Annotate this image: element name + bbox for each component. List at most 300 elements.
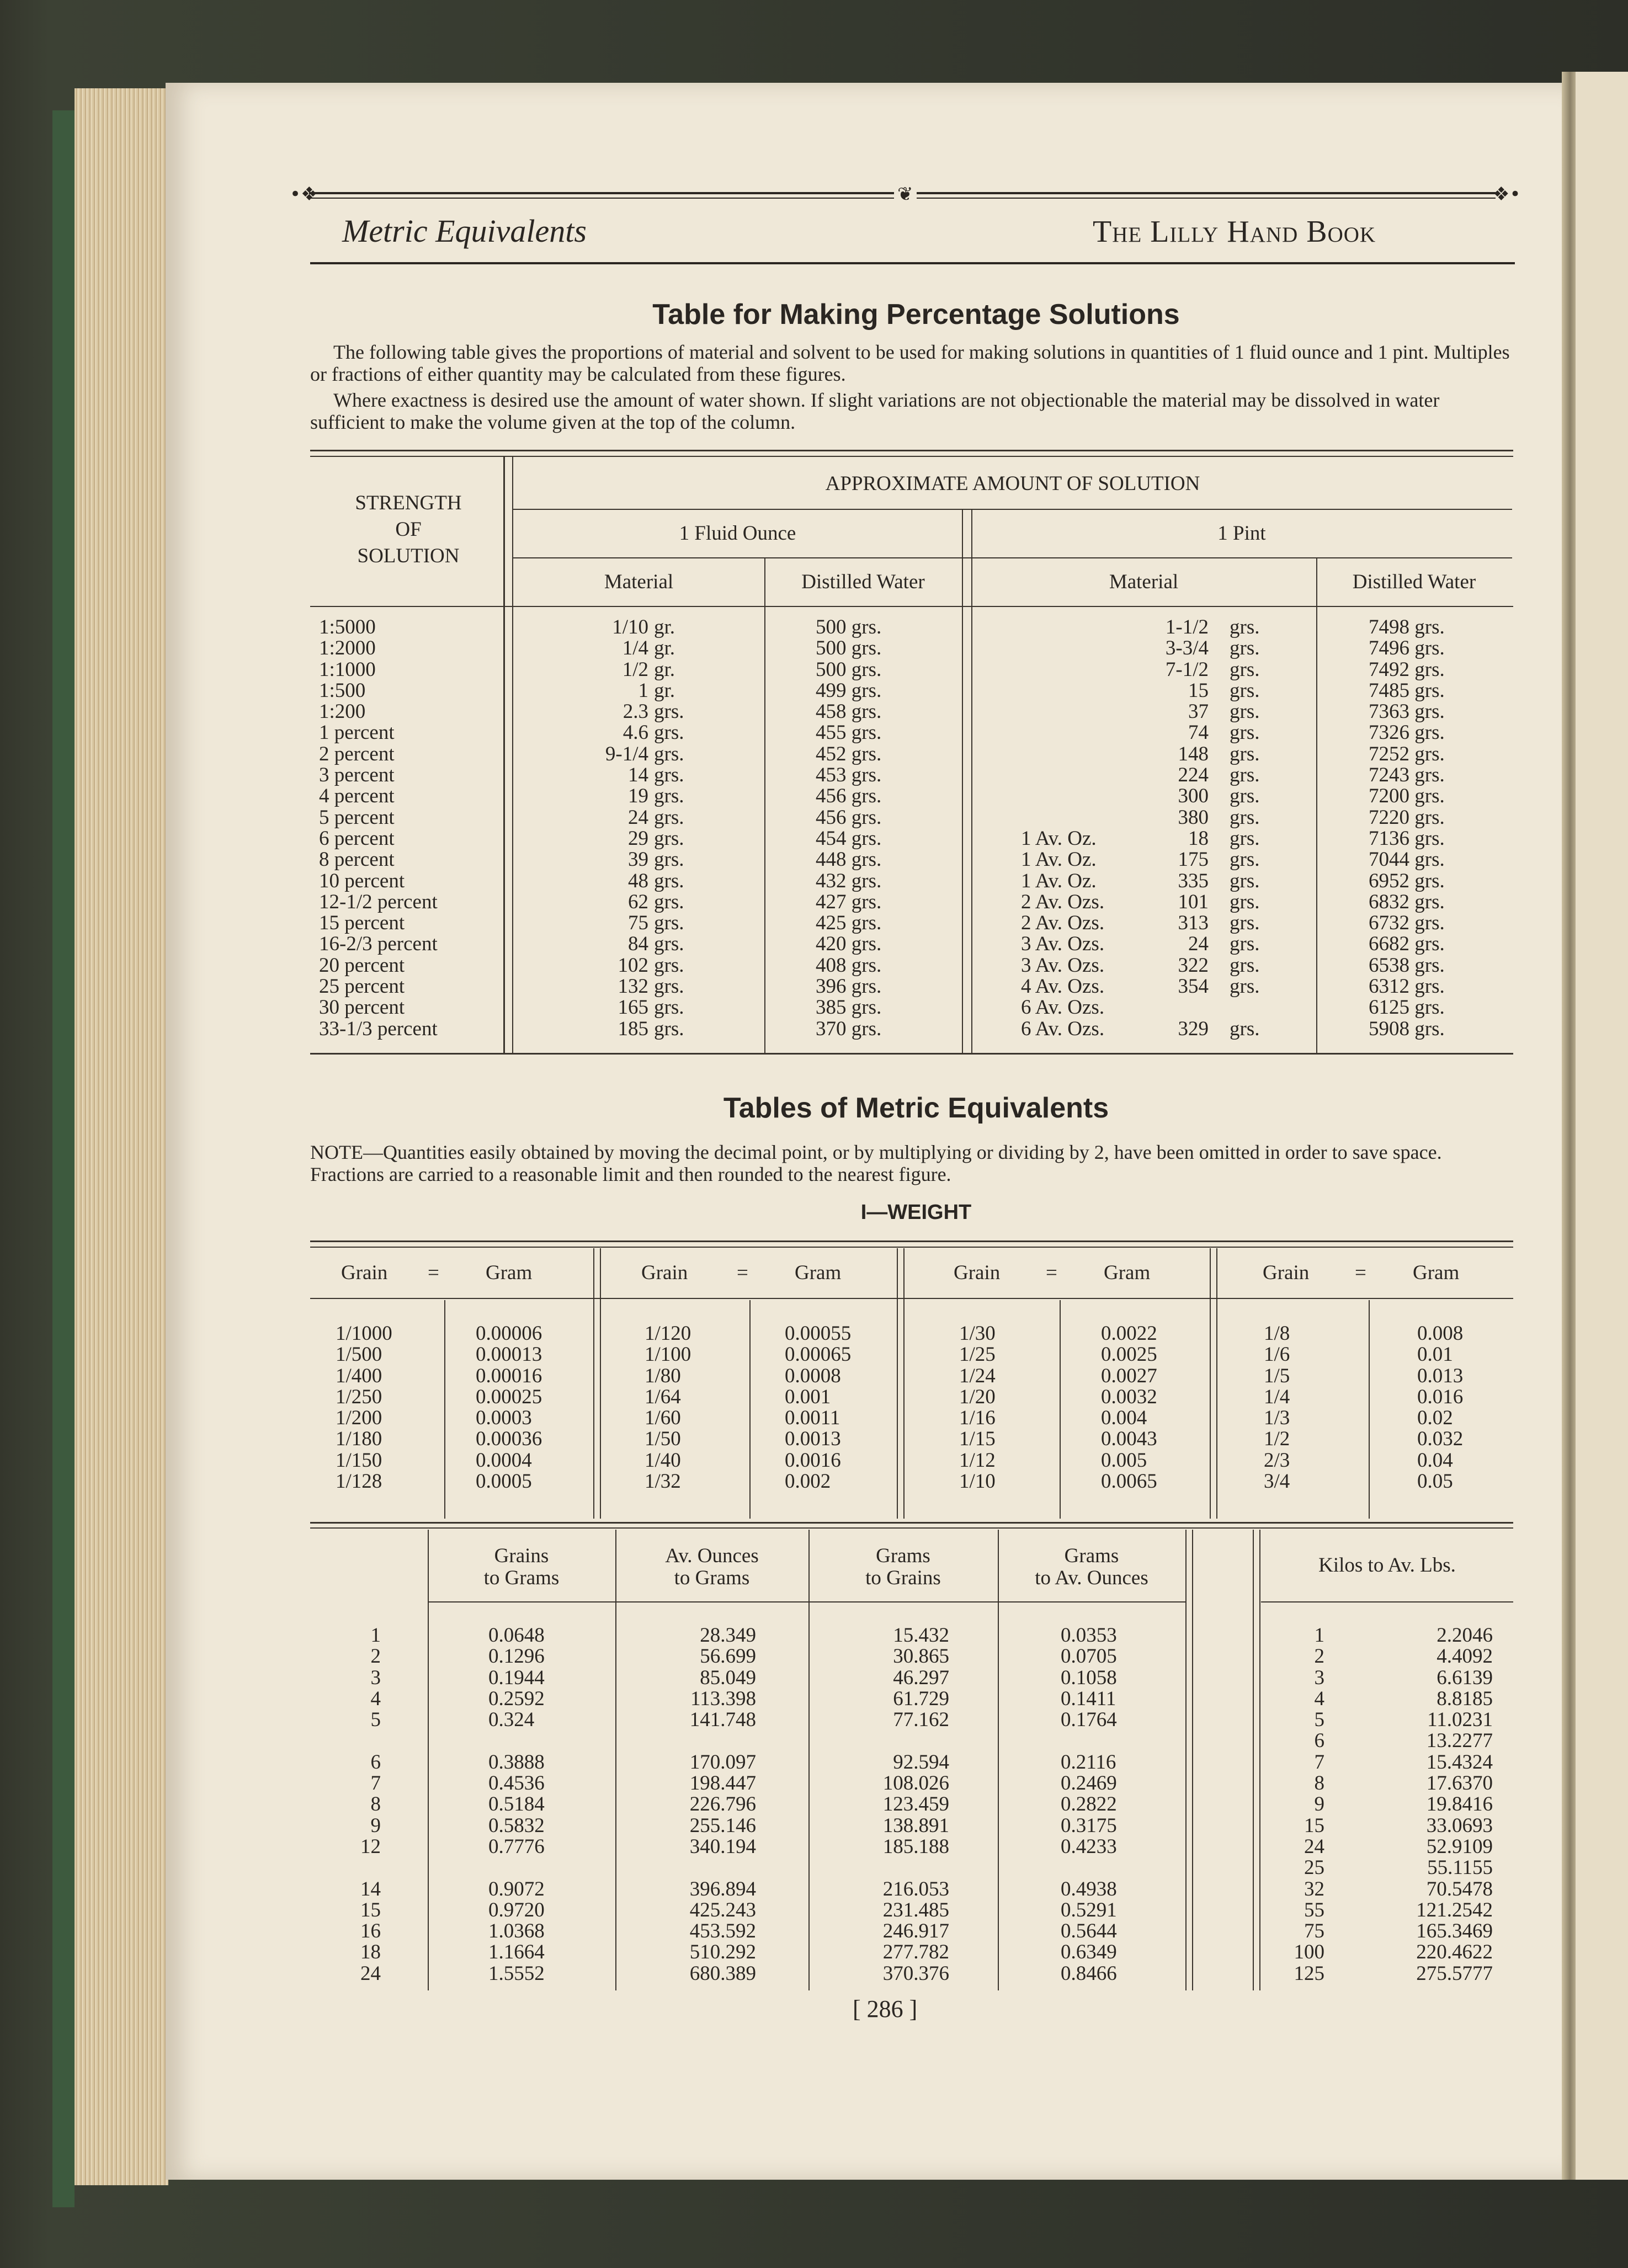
wt-vrule-3a — [1210, 1248, 1211, 1519]
pint-material-unit-cell: grs. — [1230, 679, 1260, 702]
conv-n-cell: 9 — [370, 1814, 381, 1837]
wt-bottom-rule-2 — [310, 1527, 1513, 1529]
pint-material-unit-cell: grs. — [1230, 912, 1260, 935]
cv-header-grams-grains: Grams to Grains — [865, 1545, 941, 1589]
t1-approx-rule — [513, 509, 1512, 510]
strength-cell: 20 percent — [319, 954, 405, 977]
avoz-to-grams-cell: 226.796 — [689, 1793, 756, 1816]
pint-material-unit-cell: grs. — [1230, 616, 1260, 638]
oz-water-cell: 499 grs. — [816, 679, 882, 702]
gram-cell: 0.00065 — [785, 1343, 852, 1366]
gram-cell: 0.0008 — [785, 1364, 841, 1387]
t1-col-strength — [319, 617, 438, 1040]
avoz-to-grams-cell: 113.398 — [690, 1687, 756, 1710]
t1-qty-rule — [513, 557, 1512, 558]
strength-cell: 1:1000 — [319, 658, 376, 681]
avoz-to-grams-cell: 56.699 — [700, 1645, 756, 1668]
oz-material-qty-cell: 29 — [628, 827, 648, 850]
grams-to-avoz-cell: 0.3175 — [1061, 1814, 1117, 1837]
wt-vrule-g4 — [1369, 1300, 1370, 1519]
oz-material-unit-cell: grs. — [654, 827, 684, 850]
pint-material-unit-cell: grs. — [1230, 785, 1260, 808]
ornament-center-icon: ❦ — [894, 183, 917, 205]
kilos-cell: 24 — [1304, 1835, 1324, 1858]
wt-vrule-1a — [593, 1248, 594, 1519]
wt-h1-grain: Grain — [341, 1261, 388, 1284]
wt-bottom-rule — [310, 1522, 1513, 1524]
pint-material-unit-cell: grs. — [1230, 954, 1260, 977]
grams-to-avoz-cell: 0.2822 — [1061, 1793, 1117, 1816]
grams-to-grains-cell: 61.729 — [893, 1687, 949, 1710]
kilos-cell: 1 — [1314, 1624, 1324, 1647]
gram-cell: 0.004 — [1101, 1407, 1147, 1430]
gram-cell: 0.00006 — [476, 1322, 542, 1345]
wt-vrule-3b — [1216, 1248, 1217, 1519]
oz-material-unit-cell: grs. — [654, 933, 684, 956]
pint-material-oz-cell — [1021, 638, 1104, 659]
oz-material-unit-cell: grs. — [654, 996, 684, 1019]
grain-cell: 1/1000 — [336, 1322, 392, 1345]
strength-cell: 1:5000 — [319, 616, 376, 638]
lbs-cell: 121.2542 — [1416, 1898, 1493, 1921]
t1-header-pint-water: Distilled Water — [1352, 571, 1476, 593]
t1-vrule-1 — [503, 457, 505, 1055]
grain-cell: 1/400 — [336, 1364, 382, 1387]
weight-subtitle: I—WEIGHT — [860, 1201, 972, 1224]
kilos-cell: 125 — [1294, 1962, 1324, 1985]
strength-cell: 4 percent — [319, 785, 395, 808]
grain-cell: 1/100 — [645, 1343, 691, 1366]
pint-material-oz-cell: 3 Av. Ozs. — [1021, 954, 1105, 977]
kilos-cell: 100 — [1294, 1941, 1324, 1964]
strength-cell: 25 percent — [319, 975, 405, 998]
oz-water-cell: 455 grs. — [816, 721, 882, 744]
grain-cell: 1/16 — [959, 1407, 996, 1430]
grams-to-grains-cell — [839, 1731, 949, 1751]
t1-col-pint-material-unit — [1230, 617, 1259, 1040]
next-page-edge — [1576, 72, 1628, 2180]
header-rule — [310, 262, 1515, 264]
t1-bottom-rule — [310, 1053, 1513, 1055]
cv-vrule-6a — [1253, 1530, 1254, 1990]
oz-water-cell: 396 grs. — [816, 975, 882, 998]
gram-cell: 0.0043 — [1101, 1428, 1157, 1451]
grain-cell: 1/32 — [645, 1470, 681, 1493]
grain-cell: 1/50 — [645, 1428, 681, 1451]
gram-cell: 0.0065 — [1101, 1470, 1157, 1493]
conv-n-cell: 5 — [370, 1708, 381, 1732]
gram-cell: 0.0005 — [476, 1470, 532, 1493]
pint-water-cell: 7485 grs. — [1369, 679, 1445, 702]
strength-cell: 2 percent — [319, 742, 395, 765]
grams-to-avoz-cell: 0.0705 — [1061, 1645, 1117, 1668]
t1-header-strength: STRENGTH OF SOLUTION — [355, 492, 462, 567]
wt-h2-gram: Gram — [795, 1261, 842, 1284]
section1-para1: The following table gives the proportions of material and solvent to be used for making solutions in quantities of 1 fluid ounce and 1 pint. Multiples or fractions of either quantity may be calculated from these figures. — [310, 341, 1510, 385]
grains-to-grams-cell — [488, 1731, 545, 1751]
grain-cell: 1/4 — [1264, 1385, 1290, 1408]
oz-material-qty-cell: 48 — [628, 869, 648, 892]
pint-water-cell: 6682 grs. — [1369, 933, 1445, 956]
lbs-cell: 11.0231 — [1427, 1708, 1493, 1732]
cv-header-avoz-grams: Av. Ounces to Grams — [665, 1545, 759, 1589]
oz-material-qty-cell: 9-1/4 — [605, 742, 648, 765]
grain-cell: 1/10 — [959, 1470, 996, 1493]
conv-n-cell: 7 — [370, 1772, 381, 1795]
ornament-right-icon: ❖• — [1493, 183, 1521, 205]
wt-h4-eq: = — [1355, 1261, 1366, 1284]
oz-water-cell: 500 grs. — [816, 616, 882, 638]
grams-to-avoz-cell — [1061, 1857, 1117, 1878]
conv-n-cell: 4 — [370, 1687, 381, 1710]
gram-cell: 0.0022 — [1101, 1322, 1157, 1345]
gram-cell: 0.0027 — [1101, 1364, 1157, 1387]
pint-water-cell: 7326 grs. — [1369, 721, 1445, 744]
pint-material-qty-cell: 354 — [1178, 975, 1209, 998]
oz-material-qty-cell: 2.3 — [623, 700, 648, 723]
gram-cell: 0.01 — [1417, 1343, 1453, 1366]
wt-h3-gram: Gram — [1104, 1261, 1151, 1284]
grains-to-grams-cell: 0.9720 — [488, 1898, 545, 1921]
kilos-cell: 32 — [1304, 1877, 1324, 1900]
strength-cell: 1 percent — [319, 721, 395, 744]
grams-to-grains-cell: 246.917 — [882, 1920, 949, 1943]
cv-vrule-3 — [808, 1530, 810, 1990]
grams-to-grains-cell: 231.485 — [882, 1898, 949, 1921]
wt-vrule-2b — [903, 1248, 905, 1519]
oz-material-unit-cell: grs. — [654, 848, 684, 871]
gram-cell: 0.00025 — [476, 1385, 542, 1408]
grams-to-grains-cell — [839, 1857, 949, 1878]
grams-to-grains-cell: 46.297 — [893, 1666, 949, 1689]
gram-cell: 0.02 — [1417, 1407, 1453, 1430]
pint-water-cell: 6952 grs. — [1369, 869, 1445, 892]
lbs-cell: 4.4092 — [1437, 1645, 1493, 1668]
grain-cell: 1/500 — [336, 1343, 382, 1366]
strength-cell: 33-1/3 percent — [319, 1017, 438, 1040]
oz-water-cell: 448 grs. — [816, 848, 882, 871]
t1-header-approx: APPROXIMATE AMOUNT OF SOLUTION — [825, 472, 1200, 495]
oz-material-qty-cell: 1 — [638, 679, 648, 702]
t1-top-rule — [310, 450, 1513, 451]
pint-material-oz-cell: 1 Av. Oz. — [1021, 827, 1097, 850]
pint-material-oz-cell — [1021, 786, 1104, 807]
oz-material-unit-cell: grs. — [654, 785, 684, 808]
oz-material-qty-cell: 1/2 — [622, 658, 648, 681]
gram-cell: 0.0003 — [476, 1407, 532, 1430]
section2-title: Tables of Metric Equivalents — [723, 1092, 1109, 1124]
pint-material-qty-cell: 313 — [1178, 912, 1209, 935]
t1-col-oz-material-unit — [654, 617, 684, 1040]
strength-cell: 15 percent — [319, 912, 405, 935]
grain-cell: 1/8 — [1264, 1322, 1290, 1345]
grain-cell: 1/80 — [645, 1364, 681, 1387]
pint-material-qty-cell: 7-1/2 — [1165, 658, 1209, 681]
grain-cell: 1/40 — [645, 1449, 681, 1472]
pint-material-oz-cell — [1021, 807, 1104, 828]
cv-header-kilos-lbs: Kilos to Av. Lbs. — [1318, 1554, 1456, 1577]
t1-top-rule-2 — [310, 456, 1513, 457]
pint-water-cell: 7363 grs. — [1369, 700, 1445, 723]
cv-header-grains-grams: Grains to Grams — [483, 1545, 560, 1589]
oz-material-unit-cell: grs. — [654, 869, 684, 892]
cv-col-avoz-grams — [646, 1625, 756, 1984]
conv-n-cell: 24 — [360, 1962, 381, 1985]
conv-n-cell: 1 — [370, 1624, 381, 1647]
cv-vrule-5b — [1192, 1530, 1193, 1990]
t1-col-pint-water — [1369, 617, 1445, 1040]
pint-material-unit-cell: grs. — [1230, 890, 1260, 913]
grams-to-avoz-cell: 0.1058 — [1061, 1666, 1117, 1689]
pint-material-oz-cell — [1021, 765, 1104, 786]
oz-water-cell: 500 grs. — [816, 637, 882, 660]
pint-material-oz-cell — [1021, 617, 1104, 638]
gram-cell: 0.032 — [1417, 1428, 1464, 1451]
wt-vrule-2a — [897, 1248, 898, 1519]
grain-cell: 1/180 — [336, 1428, 382, 1451]
oz-material-unit-cell: grs. — [654, 806, 684, 829]
avoz-to-grams-cell: 141.748 — [689, 1708, 756, 1732]
avoz-to-grams-cell: 340.194 — [689, 1835, 756, 1858]
book-spine-edge — [52, 110, 75, 2207]
oz-water-cell: 500 grs. — [816, 658, 882, 681]
avoz-to-grams-cell: 198.447 — [689, 1772, 756, 1795]
wt-h2-grain: Grain — [641, 1261, 688, 1284]
grams-to-grains-cell: 77.162 — [893, 1708, 949, 1732]
strength-cell: 16-2/3 percent — [319, 933, 438, 956]
cv-vrule-6b — [1259, 1530, 1260, 1990]
pint-material-oz-cell: 6 Av. Ozs. — [1021, 996, 1105, 1019]
t1-col-pint-material-qty — [1126, 617, 1209, 1040]
conv-n-cell: 2 — [370, 1645, 381, 1668]
oz-material-qty-cell: 185 — [618, 1017, 648, 1040]
cv-col-kilos — [1269, 1625, 1324, 1984]
gram-cell: 0.0013 — [785, 1428, 841, 1451]
grain-cell: 1/6 — [1264, 1343, 1290, 1366]
cv-col-grams-avoz — [1061, 1625, 1117, 1984]
wt-col-grain-3 — [959, 1323, 996, 1492]
cv-vrule-5a — [1185, 1530, 1187, 1990]
grams-to-avoz-cell: 0.1764 — [1061, 1708, 1117, 1732]
pint-water-cell: 6538 grs. — [1369, 954, 1445, 977]
oz-material-unit-cell: grs. — [654, 912, 684, 935]
gram-cell: 0.0025 — [1101, 1343, 1157, 1366]
cv-vrule-4 — [998, 1530, 999, 1990]
grain-cell: 1/2 — [1264, 1428, 1290, 1451]
wt-col-grain-1 — [336, 1323, 392, 1492]
grams-to-avoz-cell: 0.2469 — [1061, 1772, 1117, 1795]
pint-material-unit-cell: grs. — [1230, 848, 1260, 871]
oz-material-qty-cell: 39 — [628, 848, 648, 871]
conv-n-cell: 3 — [370, 1666, 381, 1689]
oz-water-cell: 452 grs. — [816, 742, 882, 765]
oz-water-cell: 453 grs. — [816, 764, 882, 787]
pint-material-unit-cell: grs. — [1230, 637, 1260, 660]
grain-cell: 1/128 — [336, 1470, 382, 1493]
grain-cell: 1/20 — [959, 1385, 996, 1408]
pint-material-unit-cell: grs. — [1230, 827, 1260, 850]
pint-material-qty-cell: 322 — [1178, 954, 1209, 977]
pint-material-unit-cell: grs. — [1230, 742, 1260, 765]
oz-material-qty-cell: 1/4 — [622, 637, 648, 660]
oz-material-unit-cell: grs. — [654, 1017, 684, 1040]
pint-material-qty-cell: 329 — [1178, 1017, 1209, 1040]
grams-to-avoz-cell: 0.5644 — [1061, 1920, 1117, 1943]
grams-to-avoz-cell: 0.6349 — [1061, 1941, 1117, 1964]
avoz-to-grams-cell: 425.243 — [689, 1898, 756, 1921]
pint-material-qty-cell: 1-1/2 — [1165, 616, 1209, 638]
grams-to-avoz-cell — [1061, 1731, 1117, 1751]
oz-water-cell: 432 grs. — [816, 869, 882, 892]
conv-n-cell: 14 — [360, 1877, 381, 1900]
cv-header-rule — [428, 1601, 1186, 1602]
page-number: [ 286 ] — [853, 1995, 918, 2022]
strength-cell: 5 percent — [319, 806, 395, 829]
header-right-title: The Lilly Hand Book — [1093, 215, 1376, 249]
strength-cell: 30 percent — [319, 996, 405, 1019]
gram-cell: 0.001 — [785, 1385, 831, 1408]
lbs-cell: 17.6370 — [1426, 1772, 1493, 1795]
oz-water-cell: 420 grs. — [816, 933, 882, 956]
kilos-cell: 6 — [1314, 1729, 1324, 1753]
grain-cell: 1/60 — [645, 1407, 681, 1430]
lbs-cell: 165.3469 — [1416, 1920, 1493, 1943]
wt-h2-eq: = — [737, 1261, 748, 1284]
grams-to-grains-cell: 123.459 — [882, 1793, 949, 1816]
strength-cell: 1:500 — [319, 679, 366, 702]
pint-material-qty-cell: 37 — [1188, 700, 1209, 723]
lbs-cell: 70.5478 — [1426, 1877, 1493, 1900]
gram-cell: 0.04 — [1417, 1449, 1453, 1472]
conv-n-cell: 18 — [360, 1941, 381, 1964]
avoz-to-grams-cell: 396.894 — [689, 1877, 756, 1900]
grams-to-grains-cell: 108.026 — [882, 1772, 949, 1795]
grain-cell: 1/24 — [959, 1364, 996, 1387]
grams-to-grains-cell: 370.376 — [882, 1962, 949, 1985]
pint-material-qty-cell: 335 — [1178, 869, 1209, 892]
pint-material-oz-cell — [1021, 680, 1104, 701]
oz-material-unit-cell: gr. — [654, 637, 675, 660]
pint-material-unit-cell: grs. — [1230, 700, 1260, 723]
conv-n-cell: 6 — [370, 1750, 381, 1774]
kilos-cell: 2 — [1314, 1645, 1324, 1668]
pint-material-qty-cell: 380 — [1178, 806, 1209, 829]
oz-material-unit-cell: gr. — [654, 616, 675, 638]
pint-material-qty-cell: 24 — [1188, 933, 1209, 956]
cv-header-rule-kilo — [1261, 1601, 1513, 1602]
grains-to-grams-cell: 0.1296 — [488, 1645, 545, 1668]
oz-material-qty-cell: 24 — [628, 806, 648, 829]
cv-header-grams-avoz: Grams to Av. Ounces — [1035, 1545, 1148, 1589]
grain-cell: 1/64 — [645, 1385, 681, 1408]
pint-material-oz-cell: 2 Av. Ozs. — [1021, 890, 1105, 913]
grains-to-grams-cell: 0.1944 — [488, 1666, 545, 1689]
ornament-left-icon: •❖ — [290, 183, 318, 205]
oz-material-qty-cell: 62 — [628, 890, 648, 913]
strength-cell: 6 percent — [319, 827, 395, 850]
grain-cell: 1/12 — [959, 1449, 996, 1472]
lbs-cell: 13.2277 — [1426, 1729, 1493, 1753]
pint-material-unit-cell: grs. — [1230, 806, 1260, 829]
gram-cell: 0.05 — [1417, 1470, 1453, 1493]
grams-to-avoz-cell: 0.4938 — [1061, 1877, 1117, 1900]
oz-material-qty-cell: 1/10 — [612, 616, 648, 638]
grams-to-avoz-cell: 0.5291 — [1061, 1898, 1117, 1921]
pint-water-cell: 6312 grs. — [1369, 975, 1445, 998]
pint-material-unit-cell: grs. — [1230, 975, 1260, 998]
oz-material-qty-cell: 165 — [618, 996, 648, 1019]
grain-cell: 1/120 — [645, 1322, 691, 1345]
grams-to-grains-cell: 185.188 — [882, 1835, 949, 1858]
kilos-cell: 3 — [1314, 1666, 1324, 1689]
wt-h1-gram: Gram — [486, 1261, 533, 1284]
kilos-cell: 15 — [1304, 1814, 1324, 1837]
pint-material-unit-cell: grs. — [1230, 721, 1260, 744]
wt-col-gram-4 — [1417, 1323, 1463, 1492]
oz-material-qty-cell: 84 — [628, 933, 648, 956]
pint-material-oz-cell — [1021, 701, 1104, 722]
grains-to-grams-cell: 0.7776 — [488, 1835, 545, 1858]
grains-to-grams-cell: 0.4536 — [488, 1772, 545, 1795]
lbs-cell: 275.5777 — [1416, 1962, 1493, 1985]
kilos-cell: 5 — [1314, 1708, 1324, 1732]
oz-water-cell: 454 grs. — [816, 827, 882, 850]
grams-to-avoz-cell: 0.2116 — [1061, 1750, 1116, 1774]
strength-cell: 12-1/2 percent — [319, 890, 438, 913]
wt-h1-eq: = — [428, 1261, 439, 1284]
avoz-to-grams-cell: 170.097 — [689, 1750, 756, 1774]
gram-cell: 0.002 — [785, 1470, 831, 1493]
grain-cell: 1/15 — [959, 1428, 996, 1451]
pint-material-qty-cell: 74 — [1188, 721, 1209, 744]
gram-cell: 0.008 — [1417, 1322, 1464, 1345]
pint-material-oz-cell: 4 Av. Ozs. — [1021, 975, 1105, 998]
pint-material-qty-cell: 175 — [1178, 848, 1209, 871]
lbs-cell: 6.6139 — [1437, 1666, 1493, 1689]
wt-vrule-g1 — [444, 1300, 445, 1519]
pint-water-cell: 7492 grs. — [1369, 658, 1445, 681]
oz-material-unit-cell: grs. — [654, 890, 684, 913]
pint-material-unit-cell: grs. — [1230, 1017, 1260, 1040]
kilos-cell: 4 — [1314, 1687, 1324, 1710]
cv-vrule-1 — [428, 1530, 429, 1990]
oz-material-unit-cell: grs. — [654, 975, 684, 998]
pint-water-cell: 6832 grs. — [1369, 890, 1445, 913]
pint-water-cell: 5908 grs. — [1369, 1017, 1445, 1040]
pint-material-unit-cell: grs. — [1230, 869, 1260, 892]
conv-n-cell: 16 — [360, 1920, 381, 1943]
t1-vrule-pint — [962, 509, 963, 1055]
cv-vrule-2 — [615, 1530, 616, 1990]
avoz-to-grams-cell: 510.292 — [689, 1941, 756, 1964]
grams-to-avoz-cell: 0.8466 — [1061, 1962, 1117, 1985]
header-left-title: Metric Equivalents — [342, 213, 587, 249]
t1-header-floz: 1 Fluid Ounce — [679, 522, 796, 545]
t1-vrule-oz — [764, 557, 765, 1055]
conv-n-cell — [342, 1857, 381, 1878]
wt-col-gram-3 — [1101, 1323, 1157, 1492]
pint-material-oz-cell — [1021, 722, 1104, 743]
t1-header-oz-water: Distilled Water — [801, 571, 925, 593]
t1-col-oz-water — [816, 617, 881, 1040]
pint-material-qty-cell: 148 — [1178, 742, 1209, 765]
pint-material-oz-cell: 1 Av. Oz. — [1021, 848, 1097, 871]
wt-top-rule — [310, 1241, 1513, 1242]
lbs-cell: 2.2046 — [1437, 1624, 1493, 1647]
pint-material-oz-cell: 1 Av. Oz. — [1021, 869, 1097, 892]
grain-cell: 1/3 — [1264, 1407, 1290, 1430]
t1-header-pint-material: Material — [1109, 571, 1179, 593]
